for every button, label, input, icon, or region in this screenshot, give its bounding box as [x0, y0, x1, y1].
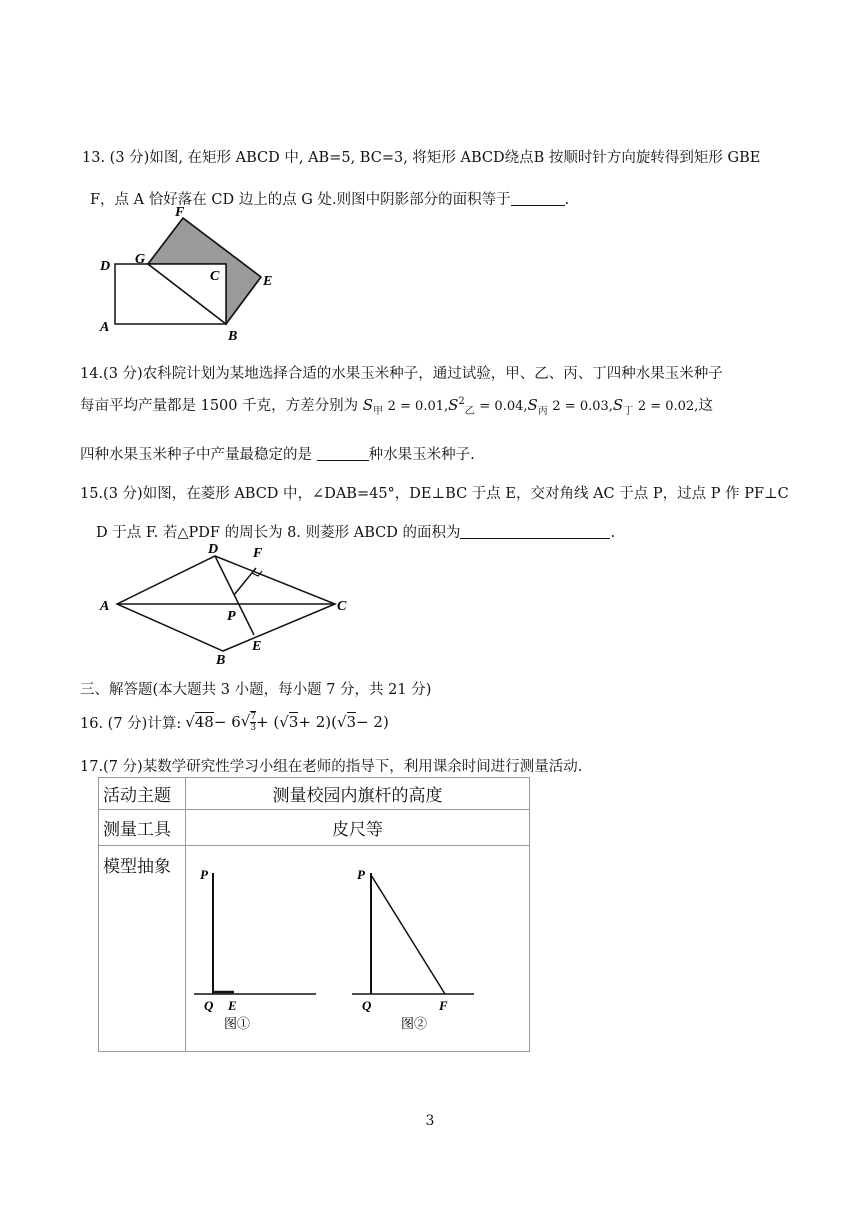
q15-period: .	[610, 525, 616, 541]
q17-fig2-label-p: P	[357, 866, 365, 882]
q14-sub-bing: 丙	[537, 405, 548, 417]
q15-label-c: C	[337, 599, 347, 614]
q17-fig2-caption: 图②	[401, 1015, 428, 1031]
q16-minus-six: − 6	[213, 713, 241, 731]
q14-sub-ding: 丁	[623, 405, 634, 417]
q16-plus: + (	[256, 713, 280, 731]
q17-intro: 17.(7 分)某数学研究性学习小组在老师的指导下，利用课余时间进行测量活动.	[80, 759, 583, 775]
q17-fig1-label-p: P	[200, 866, 208, 882]
q14-text: 每亩平均产量都是 1500 千克，方差分别为	[80, 398, 359, 414]
q15-segment-pf	[234, 568, 256, 595]
q13-label-b: B	[228, 329, 238, 343]
q15-label-f: F	[253, 546, 263, 561]
q15-text-line2	[96, 521, 615, 542]
q14-sub-yi: 乙	[464, 405, 475, 417]
q13-label-f: F	[175, 205, 185, 220]
q17-fig2-label-f: F	[439, 997, 448, 1013]
q16-mid1: + 2)(	[298, 713, 337, 731]
q17-activity-table	[98, 777, 530, 1052]
q17-fig2-label-q: Q	[362, 997, 372, 1013]
q15-answer-blank	[460, 524, 610, 539]
q15-label-a: A	[100, 599, 110, 614]
q16-fraction-denominator: 3	[250, 723, 257, 733]
q16-sqrt-48: √48	[185, 713, 214, 731]
q14-value-ding: 2 = 0.02,	[637, 399, 699, 414]
q17-row3-label: 模型抽象	[99, 846, 186, 1052]
q14-text-end: 种水果玉米种子.	[368, 447, 475, 463]
q16-sqrt-3b: √3	[336, 713, 357, 731]
q16-text	[80, 708, 389, 736]
q16-fraction-numerator: 7	[250, 712, 257, 722]
q17-model-cell	[186, 846, 530, 1052]
q14-s-yi: S	[448, 396, 459, 414]
q15-label-p: P	[227, 609, 236, 624]
q14-value-bing: 2 = 0.03,	[552, 399, 613, 414]
q17-row1-label: 活动主题	[99, 778, 186, 810]
q14-sup-yi: 2	[458, 396, 465, 408]
q13-text-line1: 13. (3 分)如图, 在矩形 ABCD 中, AB=5, BC=3, 将矩形 ABCD绕点B 按顺时针方向旋转得到矩形 GBE	[82, 150, 761, 166]
q14-text-line1: 14.(3 分)农科院计划为某地选择合适的水果玉米种子，通过试验，甲、乙、丙、丁四种水果玉米种子	[80, 366, 723, 382]
q14-s-ding: S	[612, 396, 624, 414]
q13-label-c: C	[210, 269, 220, 284]
q15-label-b: B	[216, 653, 226, 665]
q16-mid2: − 2)	[356, 713, 389, 731]
q14-text: 四种水果玉米种子中产量最稳定的是	[80, 447, 312, 463]
q16-radicand-3a: 3	[288, 713, 299, 731]
q13-label-d: D	[100, 259, 111, 274]
q13-label-e: E	[263, 274, 273, 289]
q17-row2-label: 测量工具	[99, 810, 186, 846]
table-row	[99, 778, 530, 810]
q14-value-jia: 2 = 0.01,	[387, 399, 449, 414]
q13-answer-blank	[511, 191, 565, 206]
q17-fig1-label-e: E	[228, 997, 237, 1013]
section-heading: 三、解答题(本大题共 3 小题，每小题 7 分，共 21 分)	[80, 682, 432, 698]
q15-text: D 于点 F. 若△PDF 的周长为 8. 则菱形 ABCD 的面积为	[96, 525, 461, 541]
q13-text: F，点 A 恰好落在 CD 边上的点 G 处.则图中阴影部分的面积等于	[90, 192, 511, 208]
q17-row2-value: 皮尺等	[186, 810, 530, 846]
q15-figure	[95, 540, 365, 665]
q13-period: .	[564, 192, 570, 208]
q15-label-e: E	[252, 639, 262, 654]
q14-text-line2	[80, 394, 713, 417]
q13-label-g: G	[135, 252, 146, 267]
q14-value-yi: = 0.04,	[479, 399, 528, 414]
q16-sqrt-fraction: √ $\frac{7}{3}$	[240, 712, 257, 733]
q14-text-line3	[80, 443, 475, 464]
q17-row1-value: 测量校园内旗杆的高度	[186, 778, 530, 810]
q14-answer-blank	[317, 446, 369, 461]
q14-s-jia: S	[362, 396, 374, 414]
q16-radicand-48: 48	[194, 713, 214, 731]
q15-text-line1: 15.(3 分)如图，在菱形 ABCD 中，∠DAB=45°，DE⊥BC 于点 E，交对角线 AC 于点 P，过点 P 作 PF⊥C	[80, 486, 789, 502]
q16-sqrt-3a: √3	[279, 713, 299, 731]
q16-radicand-3b: 3	[346, 713, 357, 731]
q13-figure	[95, 203, 285, 343]
q16-prefix: 16. (7 分)计算:	[80, 715, 182, 732]
table-row	[99, 846, 530, 1052]
table-row	[99, 810, 530, 846]
q17-fig1-label-q: Q	[204, 997, 214, 1013]
q17-fig2-rope	[371, 875, 445, 994]
q14-s-bing: S	[527, 396, 538, 414]
q17-model-figures	[186, 847, 526, 1051]
q14-sub-jia: 甲	[373, 405, 384, 417]
q15-label-d: D	[208, 542, 219, 557]
q13-label-a: A	[100, 320, 110, 335]
q17-fig1-caption: 图①	[224, 1015, 251, 1031]
page-number: 3	[425, 1113, 435, 1129]
q14-text-end: 这	[698, 398, 713, 414]
